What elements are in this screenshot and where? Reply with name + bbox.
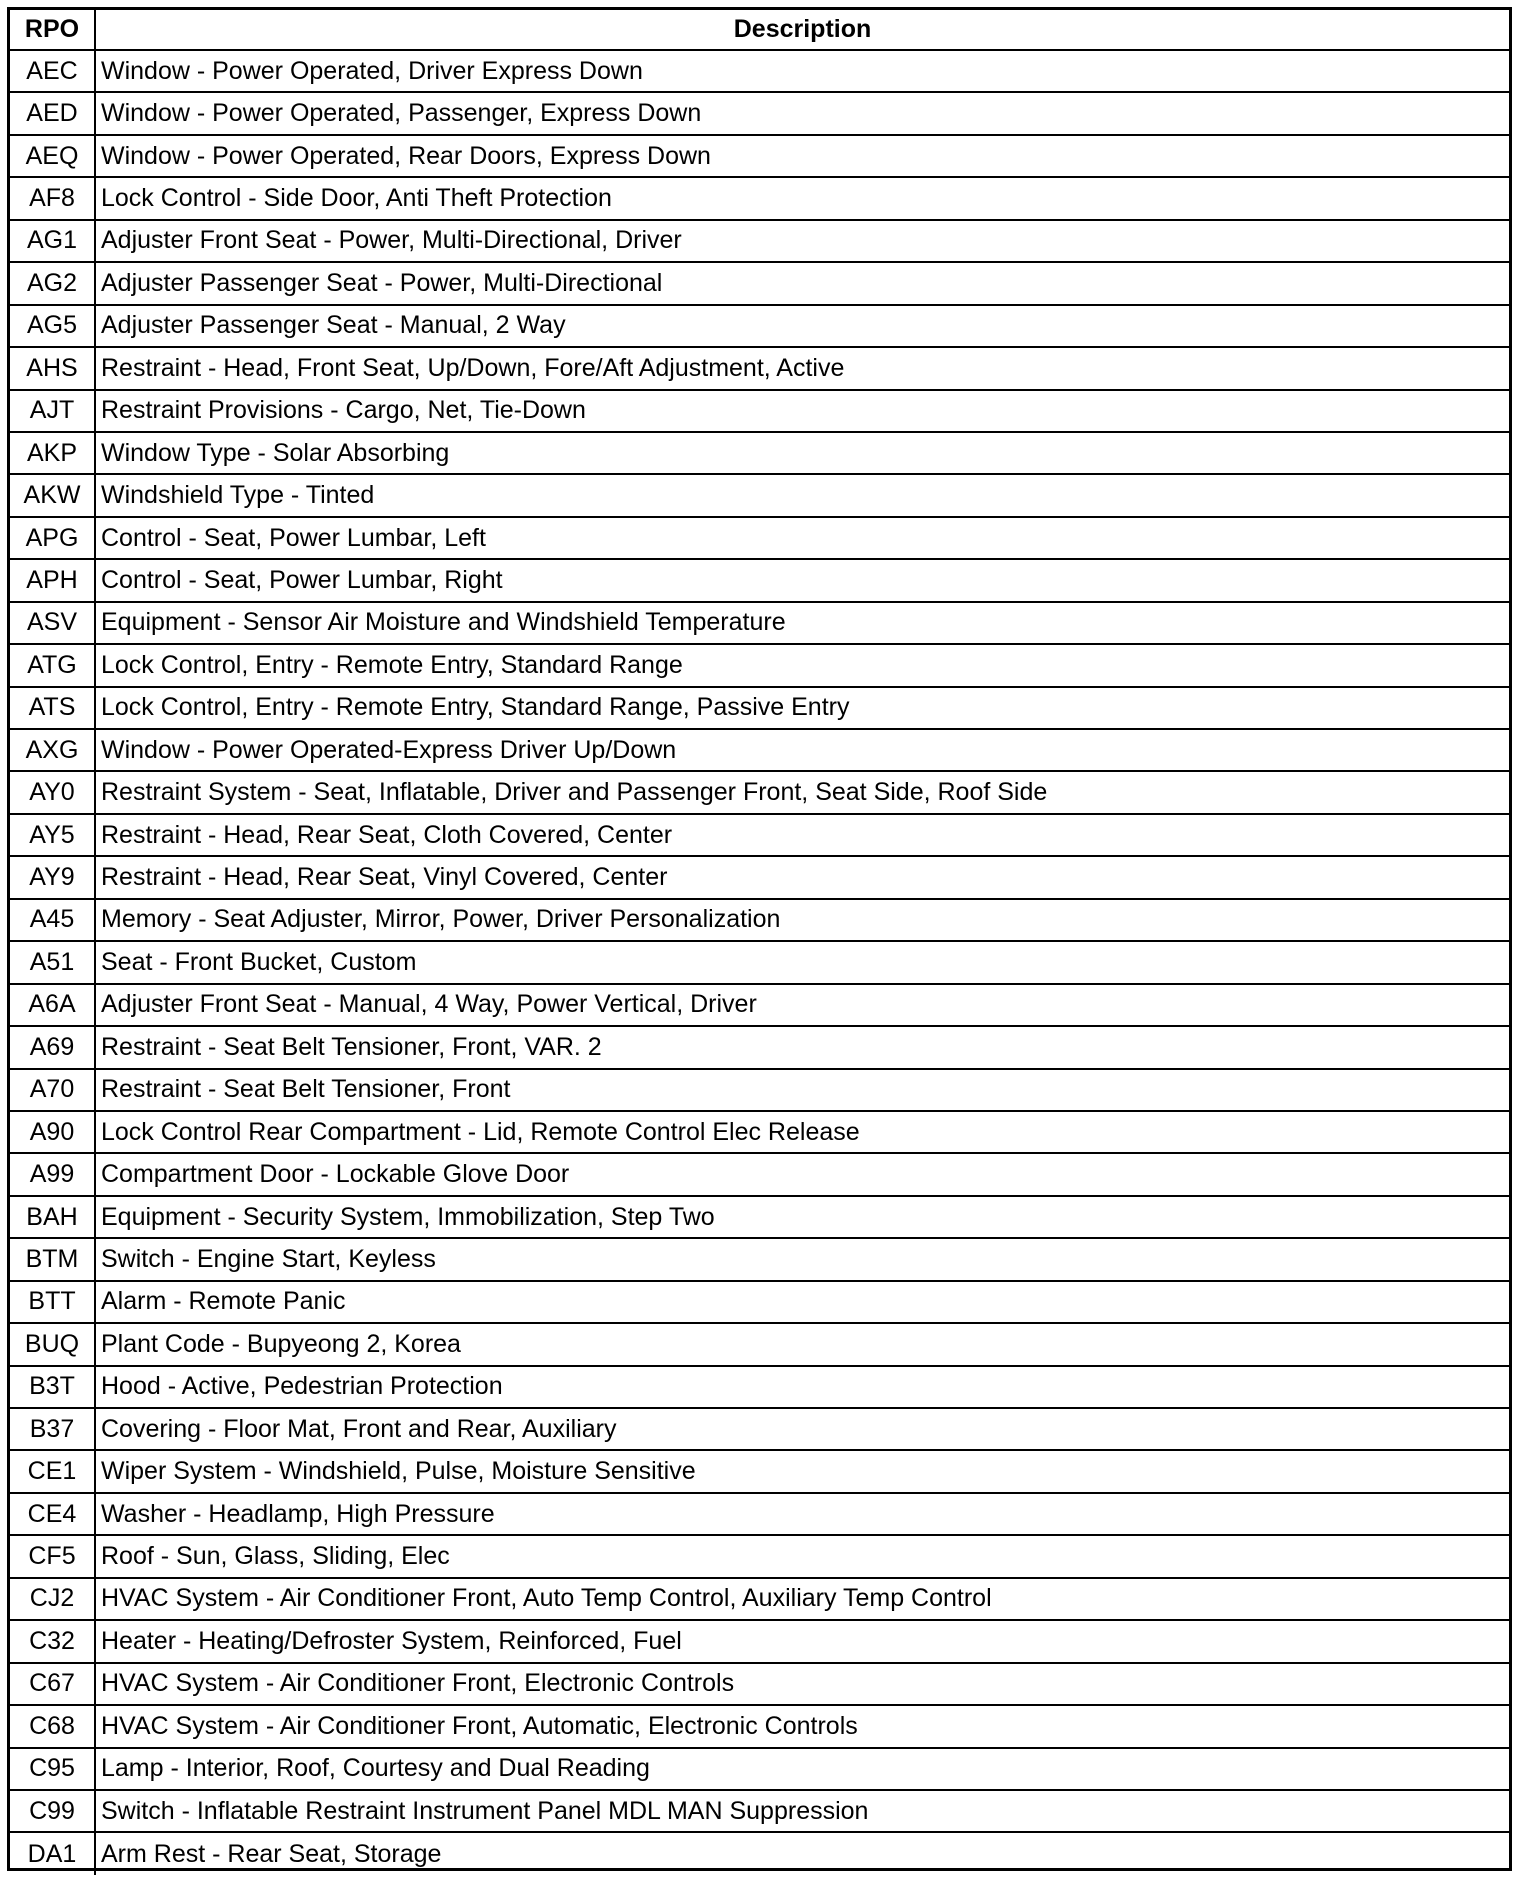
table-row — [10, 474, 1509, 516]
rpo-code-cell: C67 — [10, 1663, 95, 1705]
table-row — [10, 92, 1509, 134]
description-cell: Adjuster Front Seat - Manual, 4 Way, Power Vertical, Driver — [95, 984, 1509, 1026]
rpo-code-cell: A45 — [10, 899, 95, 941]
description-cell: Hood - Active, Pedestrian Protection — [95, 1366, 1509, 1408]
description-cell: Adjuster Front Seat - Power, Multi-Directional, Driver — [95, 220, 1509, 262]
rpo-code-cell: AEC — [10, 50, 95, 92]
description-cell: Lock Control Rear Compartment - Lid, Remote Control Elec Release — [95, 1111, 1509, 1153]
description-cell: Plant Code - Bupyeong 2, Korea — [95, 1323, 1509, 1365]
description-cell: Window Type - Solar Absorbing — [95, 432, 1509, 474]
rpo-code-cell: AED — [10, 92, 95, 134]
description-cell: Arm Rest - Rear Seat, Storage — [95, 1832, 1509, 1874]
rpo-code-cell: CF5 — [10, 1535, 95, 1577]
table-row — [10, 1153, 1509, 1195]
rpo-code-cell: AG1 — [10, 220, 95, 262]
description-cell: Switch - Engine Start, Keyless — [95, 1238, 1509, 1280]
rpo-code-cell: AEQ — [10, 135, 95, 177]
table-row — [10, 1790, 1509, 1832]
rpo-code-cell: CE1 — [10, 1450, 95, 1492]
rpo-code-cell: BAH — [10, 1196, 95, 1238]
rpo-code-cell: AY5 — [10, 814, 95, 856]
table-row — [10, 1238, 1509, 1280]
table-row — [10, 177, 1509, 219]
rpo-code-cell: CE4 — [10, 1493, 95, 1535]
rpo-code-cell: BTT — [10, 1281, 95, 1323]
description-cell: Restraint - Head, Rear Seat, Cloth Covered, Center — [95, 814, 1509, 856]
rpo-code-cell: A6A — [10, 984, 95, 1026]
description-cell: Restraint System - Seat, Inflatable, Driver and Passenger Front, Seat Side, Roof Side — [95, 771, 1509, 813]
rpo-code-cell: C68 — [10, 1705, 95, 1747]
rpo-code-cell: AY9 — [10, 856, 95, 898]
rpo-code-cell: AY0 — [10, 771, 95, 813]
table-row — [10, 517, 1509, 559]
table-row — [10, 729, 1509, 771]
table-row — [10, 602, 1509, 644]
header-rpo: RPO — [10, 10, 95, 50]
table-row — [10, 1493, 1509, 1535]
table-row — [10, 1705, 1509, 1747]
rpo-code-cell: AHS — [10, 347, 95, 389]
table-row — [10, 984, 1509, 1026]
table-row — [10, 856, 1509, 898]
table-row — [10, 1408, 1509, 1450]
rpo-code-cell: A90 — [10, 1111, 95, 1153]
table-row — [10, 1196, 1509, 1238]
description-cell: Roof - Sun, Glass, Sliding, Elec — [95, 1535, 1509, 1577]
description-cell: Adjuster Passenger Seat - Manual, 2 Way — [95, 305, 1509, 347]
description-cell: Window - Power Operated, Driver Express Down — [95, 50, 1509, 92]
rpo-code-cell: BUQ — [10, 1323, 95, 1365]
rpo-code-cell: C99 — [10, 1790, 95, 1832]
description-cell: Lock Control - Side Door, Anti Theft Protection — [95, 177, 1509, 219]
description-cell: Lamp - Interior, Roof, Courtesy and Dual Reading — [95, 1748, 1509, 1790]
description-cell: Windshield Type - Tinted — [95, 474, 1509, 516]
table-row — [10, 347, 1509, 389]
rpo-code-cell: APH — [10, 559, 95, 601]
table-row — [10, 262, 1509, 304]
table-row — [10, 135, 1509, 177]
description-cell: Seat - Front Bucket, Custom — [95, 941, 1509, 983]
table-row — [10, 1832, 1509, 1874]
rpo-code-cell: DA1 — [10, 1832, 95, 1874]
description-cell: Lock Control, Entry - Remote Entry, Standard Range — [95, 644, 1509, 686]
table-row — [10, 1620, 1509, 1662]
rpo-code-cell: C32 — [10, 1620, 95, 1662]
rpo-code-cell: ATG — [10, 644, 95, 686]
rpo-code-cell: B37 — [10, 1408, 95, 1450]
description-cell: Control - Seat, Power Lumbar, Left — [95, 517, 1509, 559]
table-row — [10, 814, 1509, 856]
description-cell: Alarm - Remote Panic — [95, 1281, 1509, 1323]
rpo-code-cell: A51 — [10, 941, 95, 983]
description-cell: Window - Power Operated-Express Driver Up/Down — [95, 729, 1509, 771]
table-body — [10, 50, 1509, 1875]
rpo-code-cell: AKW — [10, 474, 95, 516]
rpo-code-cell: ATS — [10, 687, 95, 729]
table-row — [10, 1069, 1509, 1111]
rpo-code-table — [10, 10, 1509, 1875]
description-cell: Restraint Provisions - Cargo, Net, Tie-Down — [95, 390, 1509, 432]
description-cell: Lock Control, Entry - Remote Entry, Standard Range, Passive Entry — [95, 687, 1509, 729]
rpo-code-cell: AXG — [10, 729, 95, 771]
header-description: Description — [95, 10, 1509, 50]
rpo-code-cell: B3T — [10, 1366, 95, 1408]
rpo-code-cell: AF8 — [10, 177, 95, 219]
rpo-code-cell: ASV — [10, 602, 95, 644]
description-cell: HVAC System - Air Conditioner Front, Electronic Controls — [95, 1663, 1509, 1705]
description-cell: HVAC System - Air Conditioner Front, Auto Temp Control, Auxiliary Temp Control — [95, 1578, 1509, 1620]
description-cell: HVAC System - Air Conditioner Front, Automatic, Electronic Controls — [95, 1705, 1509, 1747]
description-cell: Washer - Headlamp, High Pressure — [95, 1493, 1509, 1535]
table-row — [10, 50, 1509, 92]
rpo-code-cell: BTM — [10, 1238, 95, 1280]
table-row — [10, 899, 1509, 941]
table-row — [10, 432, 1509, 474]
rpo-code-cell: A99 — [10, 1153, 95, 1195]
description-cell: Equipment - Security System, Immobilization, Step Two — [95, 1196, 1509, 1238]
rpo-code-cell: AKP — [10, 432, 95, 474]
table-header-row — [10, 10, 1509, 50]
description-cell: Window - Power Operated, Passenger, Express Down — [95, 92, 1509, 134]
description-cell: Control - Seat, Power Lumbar, Right — [95, 559, 1509, 601]
table-row — [10, 1026, 1509, 1068]
table-row — [10, 1663, 1509, 1705]
description-cell: Covering - Floor Mat, Front and Rear, Auxiliary — [95, 1408, 1509, 1450]
description-cell: Restraint - Head, Front Seat, Up/Down, Fore/Aft Adjustment, Active — [95, 347, 1509, 389]
rpo-code-cell: AG2 — [10, 262, 95, 304]
table-row — [10, 1748, 1509, 1790]
table-row — [10, 559, 1509, 601]
table-row — [10, 1111, 1509, 1153]
description-cell: Equipment - Sensor Air Moisture and Windshield Temperature — [95, 602, 1509, 644]
table-row — [10, 687, 1509, 729]
description-cell: Wiper System - Windshield, Pulse, Moisture Sensitive — [95, 1450, 1509, 1492]
table-row — [10, 305, 1509, 347]
rpo-code-cell: C95 — [10, 1748, 95, 1790]
table-row — [10, 1450, 1509, 1492]
description-cell: Restraint - Seat Belt Tensioner, Front, VAR. 2 — [95, 1026, 1509, 1068]
description-cell: Adjuster Passenger Seat - Power, Multi-Directional — [95, 262, 1509, 304]
description-cell: Memory - Seat Adjuster, Mirror, Power, Driver Personalization — [95, 899, 1509, 941]
description-cell: Switch - Inflatable Restraint Instrument Panel MDL MAN Suppression — [95, 1790, 1509, 1832]
table-row — [10, 1281, 1509, 1323]
description-cell: Restraint - Seat Belt Tensioner, Front — [95, 1069, 1509, 1111]
description-cell: Compartment Door - Lockable Glove Door — [95, 1153, 1509, 1195]
description-cell: Restraint - Head, Rear Seat, Vinyl Covered, Center — [95, 856, 1509, 898]
table-row — [10, 1535, 1509, 1577]
description-cell: Heater - Heating/Defroster System, Reinforced, Fuel — [95, 1620, 1509, 1662]
table-row — [10, 941, 1509, 983]
rpo-table-frame — [7, 7, 1512, 1871]
table-row — [10, 1578, 1509, 1620]
table-row — [10, 771, 1509, 813]
table-row — [10, 644, 1509, 686]
rpo-code-cell: APG — [10, 517, 95, 559]
table-row — [10, 220, 1509, 262]
table-row — [10, 390, 1509, 432]
rpo-code-cell: AG5 — [10, 305, 95, 347]
rpo-code-cell: A69 — [10, 1026, 95, 1068]
description-cell: Window - Power Operated, Rear Doors, Express Down — [95, 135, 1509, 177]
rpo-code-cell: CJ2 — [10, 1578, 95, 1620]
rpo-code-cell: AJT — [10, 390, 95, 432]
table-row — [10, 1366, 1509, 1408]
rpo-code-cell: A70 — [10, 1069, 95, 1111]
table-row — [10, 1323, 1509, 1365]
